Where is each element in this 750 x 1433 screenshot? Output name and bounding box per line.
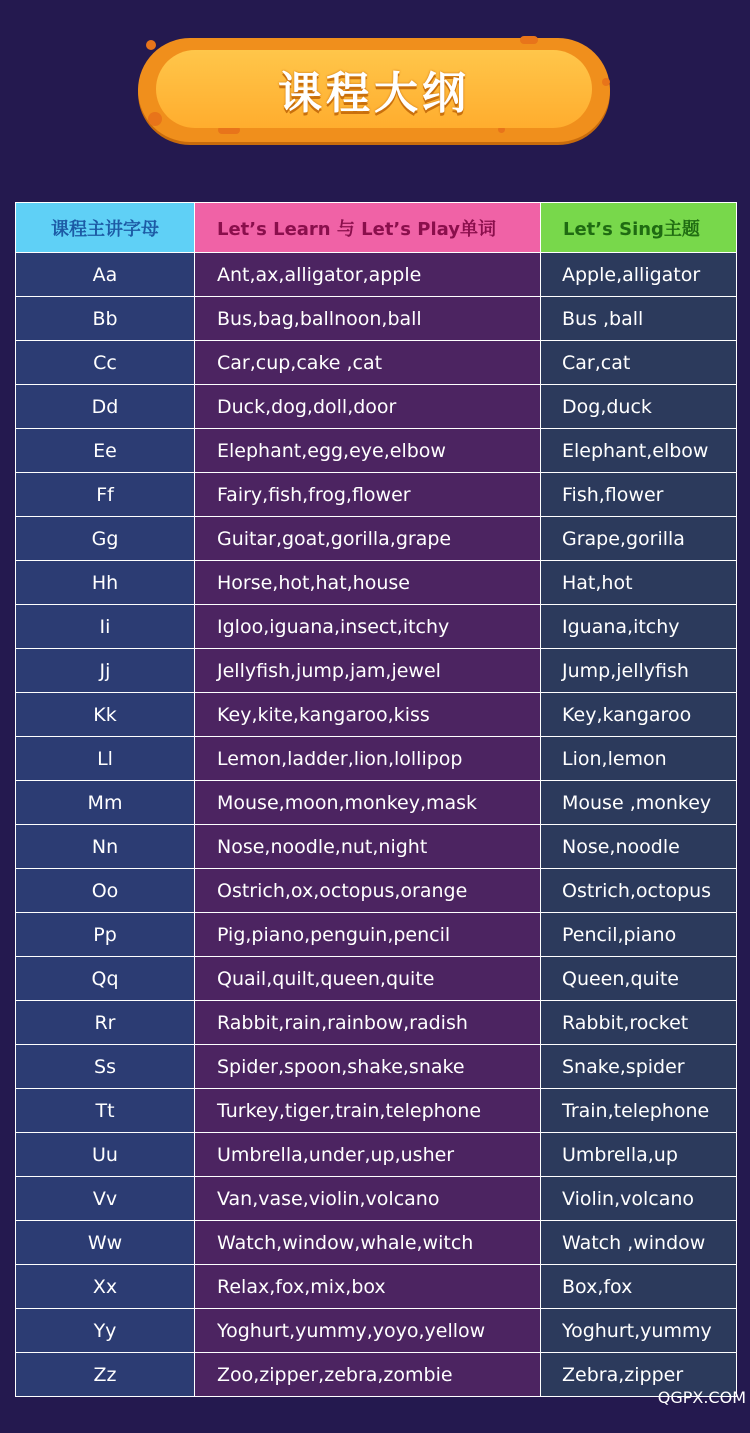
header-sing-theme: Let’s Sing主题: [541, 203, 737, 253]
cell-letter: Ee: [16, 429, 195, 473]
cell-learn-play-words: Pig,piano,penguin,pencil: [195, 913, 541, 957]
cell-sing-theme: Mouse ,monkey: [541, 781, 737, 825]
cell-sing-theme: Grape,gorilla: [541, 517, 737, 561]
table-row: [16, 605, 737, 649]
cell-sing-theme: Jump,jellyfish: [541, 649, 737, 693]
cell-sing-theme: Apple,alligator: [541, 253, 737, 297]
cell-learn-play-words: Igloo,iguana,insect,itchy: [195, 605, 541, 649]
cell-sing-theme: Dog,duck: [541, 385, 737, 429]
table-row: [16, 693, 737, 737]
cell-learn-play-words: Rabbit,rain,rainbow,radish: [195, 1001, 541, 1045]
banner-decoration-dot: [148, 112, 162, 126]
cell-learn-play-words: Jellyfish,jump,jam,jewel: [195, 649, 541, 693]
cell-sing-theme: Bus ,ball: [541, 297, 737, 341]
cell-letter: Tt: [16, 1089, 195, 1133]
cell-sing-theme: Car,cat: [541, 341, 737, 385]
cell-learn-play-words: Watch,window,whale,witch: [195, 1221, 541, 1265]
cell-sing-theme: Elephant,elbow: [541, 429, 737, 473]
cell-learn-play-words: Duck,dog,doll,door: [195, 385, 541, 429]
table-row: [16, 297, 737, 341]
cell-learn-play-words: Elephant,egg,eye,elbow: [195, 429, 541, 473]
cell-sing-theme: Iguana,itchy: [541, 605, 737, 649]
cell-learn-play-words: Quail,quilt,queen,quite: [195, 957, 541, 1001]
table-row: [16, 913, 737, 957]
cell-letter: Qq: [16, 957, 195, 1001]
table-row: [16, 1133, 737, 1177]
cell-learn-play-words: Ostrich,ox,octopus,orange: [195, 869, 541, 913]
table-row: [16, 341, 737, 385]
syllabus-table: [15, 202, 737, 1397]
cell-sing-theme: Nose,noodle: [541, 825, 737, 869]
cell-learn-play-words: Yoghurt,yummy,yoyo,yellow: [195, 1309, 541, 1353]
cell-sing-theme: Box,fox: [541, 1265, 737, 1309]
cell-learn-play-words: Umbrella,under,up,usher: [195, 1133, 541, 1177]
cell-learn-play-words: Relax,fox,mix,box: [195, 1265, 541, 1309]
cell-letter: Ss: [16, 1045, 195, 1089]
table-row: [16, 957, 737, 1001]
table-row: [16, 517, 737, 561]
cell-learn-play-words: Ant,ax,alligator,apple: [195, 253, 541, 297]
cell-sing-theme: Yoghurt,yummy: [541, 1309, 737, 1353]
cell-learn-play-words: Mouse,moon,monkey,mask: [195, 781, 541, 825]
cell-learn-play-words: Van,vase,violin,volcano: [195, 1177, 541, 1221]
watermark: QGPX.COM: [657, 1388, 746, 1407]
cell-sing-theme: Queen,quite: [541, 957, 737, 1001]
table-row: [16, 561, 737, 605]
cell-learn-play-words: Spider,spoon,shake,snake: [195, 1045, 541, 1089]
table-row: [16, 473, 737, 517]
cell-sing-theme: Key,kangaroo: [541, 693, 737, 737]
table-row: [16, 1353, 737, 1397]
cell-learn-play-words: Car,cup,cake ,cat: [195, 341, 541, 385]
cell-letter: Jj: [16, 649, 195, 693]
cell-learn-play-words: Nose,noodle,nut,night: [195, 825, 541, 869]
cell-sing-theme: Violin,volcano: [541, 1177, 737, 1221]
cell-sing-theme: Fish,flower: [541, 473, 737, 517]
cell-learn-play-words: Guitar,goat,gorilla,grape: [195, 517, 541, 561]
table-row: [16, 1089, 737, 1133]
table-row: [16, 649, 737, 693]
table-row: [16, 781, 737, 825]
cell-learn-play-words: Zoo,zipper,zebra,zombie: [195, 1353, 541, 1397]
cell-sing-theme: Rabbit,rocket: [541, 1001, 737, 1045]
cell-letter: Xx: [16, 1265, 195, 1309]
cell-sing-theme: Hat,hot: [541, 561, 737, 605]
table-row: [16, 737, 737, 781]
cell-letter: Ii: [16, 605, 195, 649]
table-row: [16, 1177, 737, 1221]
cell-letter: Pp: [16, 913, 195, 957]
cell-sing-theme: Zebra,zipper: [541, 1353, 737, 1397]
cell-letter: Ll: [16, 737, 195, 781]
table-row: [16, 825, 737, 869]
table-row: [16, 1265, 737, 1309]
cell-sing-theme: Umbrella,up: [541, 1133, 737, 1177]
cell-letter: Nn: [16, 825, 195, 869]
cell-letter: Oo: [16, 869, 195, 913]
cell-sing-theme: Pencil,piano: [541, 913, 737, 957]
banner-decoration-dot: [520, 36, 538, 44]
table-row: [16, 1309, 737, 1353]
cell-learn-play-words: Turkey,tiger,train,telephone: [195, 1089, 541, 1133]
cell-letter: Hh: [16, 561, 195, 605]
title-banner: [156, 50, 592, 128]
header-letter: 课程主讲字母: [16, 203, 195, 253]
table-row: [16, 253, 737, 297]
table-row: [16, 1045, 737, 1089]
cell-sing-theme: Snake,spider: [541, 1045, 737, 1089]
cell-letter: Bb: [16, 297, 195, 341]
table-row: [16, 385, 737, 429]
cell-letter: Vv: [16, 1177, 195, 1221]
cell-sing-theme: Watch ,window: [541, 1221, 737, 1265]
cell-learn-play-words: Bus,bag,ballnoon,ball: [195, 297, 541, 341]
cell-sing-theme: Train,telephone: [541, 1089, 737, 1133]
cell-letter: Kk: [16, 693, 195, 737]
page-title: 课程大纲: [278, 68, 470, 119]
cell-letter: Cc: [16, 341, 195, 385]
cell-letter: Gg: [16, 517, 195, 561]
table-header-row: [16, 203, 737, 253]
cell-letter: Yy: [16, 1309, 195, 1353]
cell-sing-theme: Lion,lemon: [541, 737, 737, 781]
table-row: [16, 869, 737, 913]
cell-learn-play-words: Key,kite,kangaroo,kiss: [195, 693, 541, 737]
table-row: [16, 1001, 737, 1045]
table-row: [16, 429, 737, 473]
header-learn-play-words: Let’s Learn 与 Let’s Play单词: [195, 203, 541, 253]
cell-letter: Uu: [16, 1133, 195, 1177]
cell-letter: Ff: [16, 473, 195, 517]
banner-decoration-dot: [146, 40, 156, 50]
cell-letter: Ww: [16, 1221, 195, 1265]
cell-letter: Aa: [16, 253, 195, 297]
cell-letter: Mm: [16, 781, 195, 825]
cell-sing-theme: Ostrich,octopus: [541, 869, 737, 913]
cell-learn-play-words: Lemon,ladder,lion,lollipop: [195, 737, 541, 781]
banner-decoration-dot: [602, 78, 610, 86]
cell-learn-play-words: Fairy,fish,frog,flower: [195, 473, 541, 517]
table-row: [16, 1221, 737, 1265]
cell-learn-play-words: Horse,hot,hat,house: [195, 561, 541, 605]
cell-letter: Dd: [16, 385, 195, 429]
cell-letter: Zz: [16, 1353, 195, 1397]
cell-letter: Rr: [16, 1001, 195, 1045]
